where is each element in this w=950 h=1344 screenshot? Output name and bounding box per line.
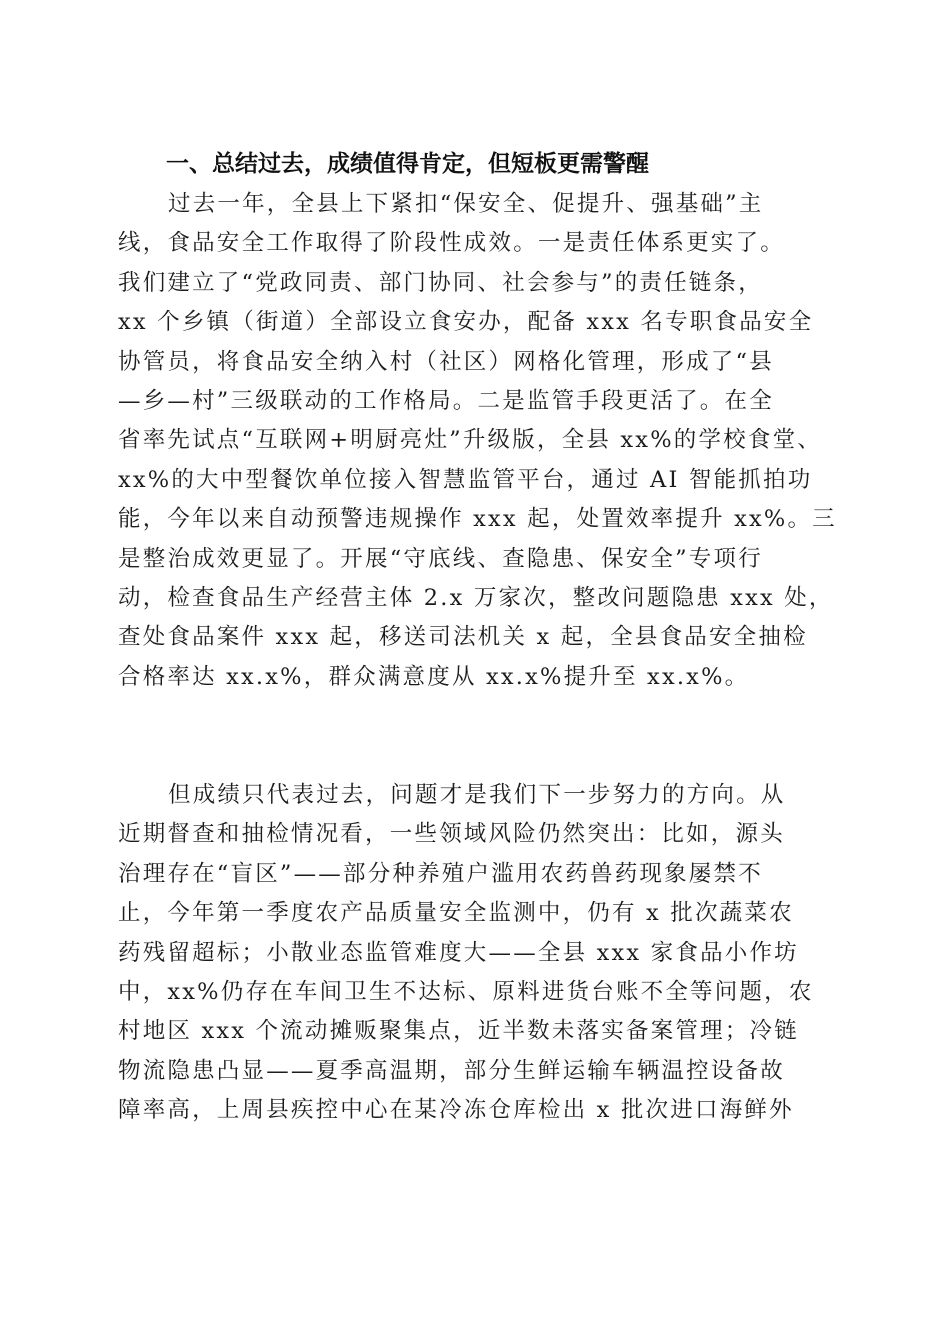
text-line: xx 个乡镇（街道）全部设立食安办，配备 xxx 名专职食品安全 xyxy=(118,309,814,336)
text-line: 动，检查食品生产经营主体 2.x 万家次，整改问题隐患 xxx 处， xyxy=(118,584,834,611)
text-line: 能，今年以来自动预警违规操作 xxx 起，处置效率提升 xx%。三 xyxy=(118,506,837,533)
text-line: 物流隐患凸显——夏季高温期，部分生鲜运输车辆温控设备故 xyxy=(118,1057,785,1084)
text-line: 我们建立了“党政同责、部门协同、社会参与”的责任链条， xyxy=(118,269,763,296)
text-line: 线，食品安全工作取得了阶段性成效。一是责任体系更实了。 xyxy=(118,230,785,257)
text-line: 障率高，上周县疾控中心在某冷冻仓库检出 x 批次进口海鲜外 xyxy=(118,1097,794,1124)
text-line: xx%的大中型餐饮单位接入智慧监管平台，通过 AI 智能抓拍功 xyxy=(118,466,813,493)
text-line: 过去一年，全县上下紧扣“保安全、促提升、强基础”主 xyxy=(168,191,764,217)
text-line: 治理存在“盲区”——部分种养殖户滥用农药兽药现象屡禁不 xyxy=(118,860,763,887)
text-line: 近期督查和抽检情况看，一些领域风险仍然突出：比如，源头 xyxy=(118,821,785,848)
text-line: 但成绩只代表过去，问题才是我们下一步努力的方向。从 xyxy=(168,782,786,808)
paragraph-achievements xyxy=(118,185,838,697)
text-line: 省率先试点“互联网+明厨亮灶”升级版，全县 xx%的学校食堂、 xyxy=(118,427,822,454)
text-line: 止，今年第一季度农产品质量安全监测中，仍有 x 批次蔬菜农 xyxy=(118,900,794,927)
text-line: 合格率达 xx.x%，群众满意度从 xx.x%提升至 xx.x%。 xyxy=(118,663,750,690)
text-line: —乡—村”三级联动的工作格局。二是监管手段更活了。在全 xyxy=(118,387,774,414)
paragraph-problems xyxy=(118,776,838,1131)
text-line: 查处食品案件 xxx 起，移送司法机关 x 起，全县食品安全抽检 xyxy=(118,624,808,651)
text-line: 药残留超标；小散业态监管难度大——全县 xxx 家食品小作坊 xyxy=(118,939,799,966)
section-heading: 一、总结过去，成绩值得肯定，但短板更需警醒 xyxy=(166,151,649,177)
text-line: 是整治成效更显了。开展“守底线、查隐患、保安全”专项行 xyxy=(118,545,763,572)
text-line: 协管员，将食品安全纳入村（社区）网格化管理，形成了“县 xyxy=(118,348,774,375)
text-line: 中，xx%仍存在车间卫生不达标、原料进货台账不全等问题，农 xyxy=(118,978,814,1005)
text-line: 村地区 xxx 个流动摊贩聚集点，近半数未落实备案管理；冷链 xyxy=(118,1018,799,1045)
